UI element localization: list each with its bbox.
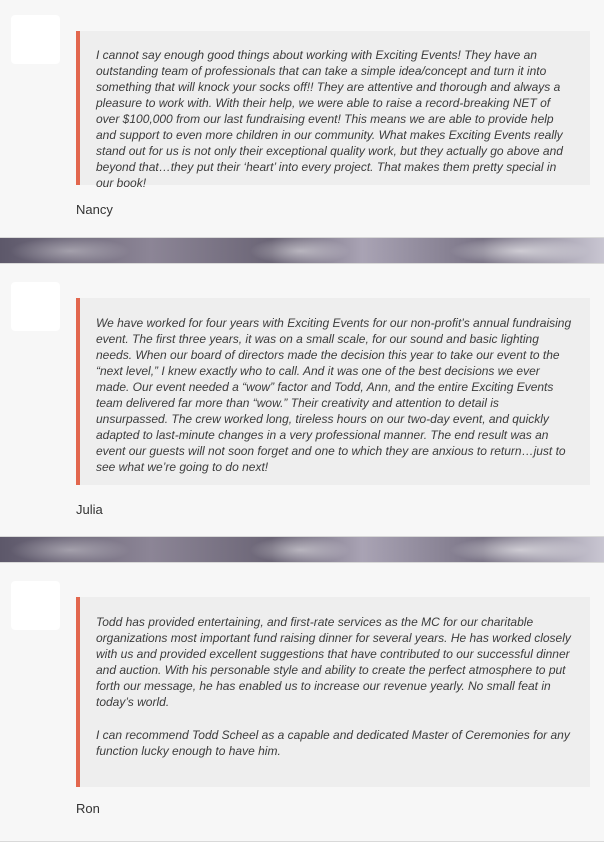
testimonial-author: Ron bbox=[76, 801, 100, 816]
avatar bbox=[11, 282, 60, 331]
testimonial-quote bbox=[76, 298, 590, 485]
quote-text: We have worked for four years with Exciting Events for our non-profit’s annual fundraising event. The first three years, it was on a small scale, for our sound and basic lighting needs. When our board of directors made the decision this year to take our event to the “next level,” I knew exactly who to call. And it was one of the best decisions we ever made. Our event needed a “wow” factor and Todd, Ann, and the entire Exciting Events team delivered far more than “wow.” Their creativity and attention to detail is unsurpassed. The crew worked long, tireless hours on our two-day event, and quickly adapted to last-minute changes in a very professional manner. The end result was an event our guests will not soon forget and one to which they are anxious to return…just to see what we’re going to do next! bbox=[96, 316, 572, 474]
testimonial-author: Julia bbox=[76, 502, 103, 517]
avatar bbox=[11, 15, 60, 64]
background-photo-strip bbox=[0, 238, 604, 264]
quote-text: Todd has provided entertaining, and first-rate services as the MC for our charitable organizations most important fund raising dinner for several years. He has worked closely with us and provided excellent suggestions that have contributed to our successful dinner and auction. With his personable style and ability to create the perfect atmosphere to put forth our message, he has enabled us to increase our revenue yearly. No small feat in today’s world. bbox=[96, 615, 571, 709]
testimonial-card bbox=[0, 562, 604, 842]
quote-text: I can recommend Todd Scheel as a capable and dedicated Master of Ceremonies for any function lucky enough to have him. bbox=[96, 728, 570, 758]
testimonial-author: Nancy bbox=[76, 202, 113, 217]
testimonial-quote bbox=[76, 31, 590, 190]
testimonial-quote bbox=[76, 597, 590, 787]
testimonial-card bbox=[0, 0, 604, 238]
avatar bbox=[11, 581, 60, 630]
testimonial-card bbox=[0, 263, 604, 537]
quote-text: I cannot say enough good things about working with Exciting Events! They have an outstanding team of professionals that can take a simple idea/concept and turn it into something that will knock your socks off!! They are attentive and thorough and always a pleasure to work with. With their help, we were able to raise a record-breaking NET of over $100,000 from our last fundraising event! This means we are able to provide help and support to even more children in our community. What makes Exciting Events really stand out for us is not only their exceptional quality work, but they actually go above and beyond that…they put their ‘heart’ into every project. That makes them pretty special in our book! bbox=[96, 48, 563, 190]
background-photo-strip bbox=[0, 537, 604, 563]
